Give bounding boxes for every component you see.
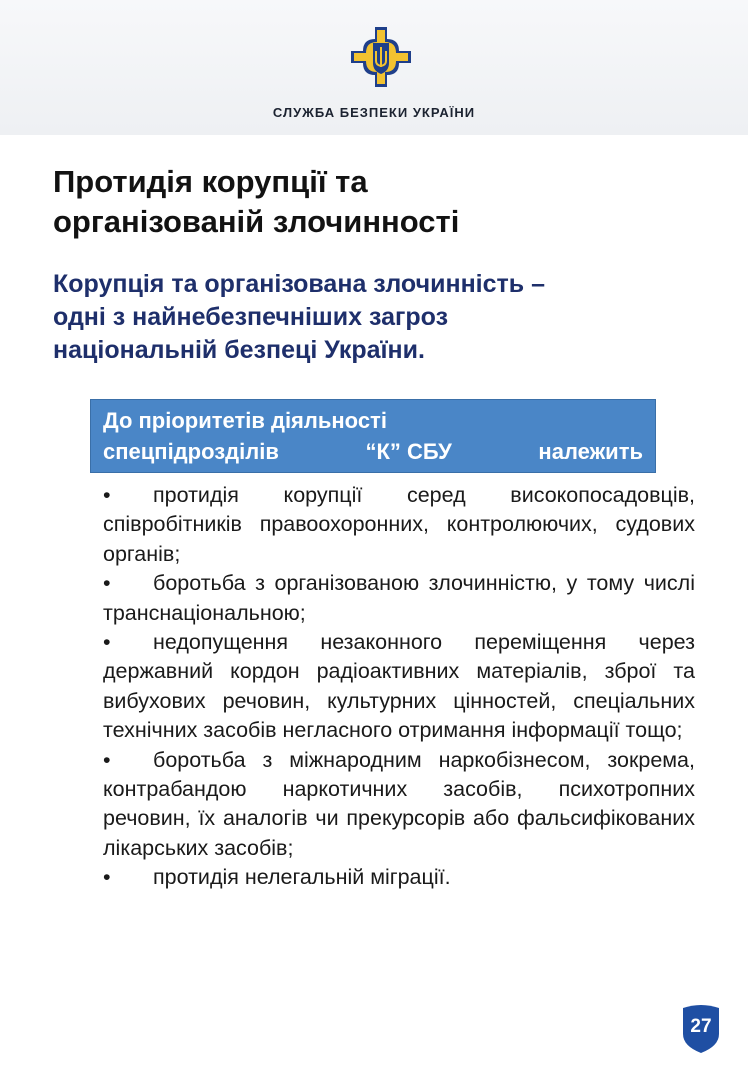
- subtitle-line: одні з найнебезпечніших загроз: [53, 303, 449, 331]
- list-item: [103, 481, 695, 569]
- page-title: [53, 162, 693, 242]
- bullet: •: [103, 630, 111, 655]
- list-item-text: протидія корупції серед високопосадовців, співробітників правоохоронних, контролюючих, судових органів;: [103, 483, 695, 566]
- list-item: [103, 628, 695, 746]
- banner-word: спецпідрозділів: [103, 439, 279, 464]
- bullet: •: [103, 483, 111, 507]
- banner-line: [103, 436, 643, 467]
- banner-word: “К” СБУ: [365, 439, 452, 464]
- page-header: [0, 0, 748, 135]
- banner-word: належить: [538, 439, 643, 464]
- agency-name: СЛУЖБА БЕЗПЕКИ УКРАЇНИ: [272, 105, 476, 120]
- bullet: •: [103, 865, 111, 890]
- title-line: організованій злочинності: [53, 204, 460, 239]
- list-item-text: боротьба з міжнародним наркобізнесом, зокрема, контрабандою наркотичних засобів, психотропних речовин, їх аналогів чи прекурсорів або фальсифікованих лікарських засобів;: [103, 747, 695, 860]
- page-number: 27: [690, 1016, 712, 1037]
- banner-line: До пріоритетів діяльності: [103, 408, 387, 433]
- subtitle-line: національній безпеці України.: [53, 336, 425, 364]
- bullet: •: [103, 747, 111, 772]
- sbu-emblem-icon: [349, 25, 413, 89]
- list-item-text: недопущення незаконного переміщення через державний кордон радіоактивних матеріалів, зброї та вибухових речовин, культурних цінностей, спеціальних технічних засобів негласного отримання інформації тощо;: [103, 630, 695, 743]
- subtitle-line: Корупція та організована злочинність –: [53, 270, 545, 298]
- list-item: [103, 746, 695, 864]
- list-item: [103, 569, 695, 628]
- list-item-text: протидія нелегальній міграції.: [153, 865, 451, 890]
- page-subtitle: [53, 268, 703, 367]
- priorities-banner: [90, 399, 656, 473]
- list-item: [103, 863, 695, 892]
- title-line: Протидія корупції та: [53, 164, 368, 199]
- bullet: •: [103, 571, 111, 596]
- priorities-list: [103, 481, 695, 893]
- list-item-text: боротьба з організованою злочинністю, у тому числі транснаціональною;: [103, 571, 695, 625]
